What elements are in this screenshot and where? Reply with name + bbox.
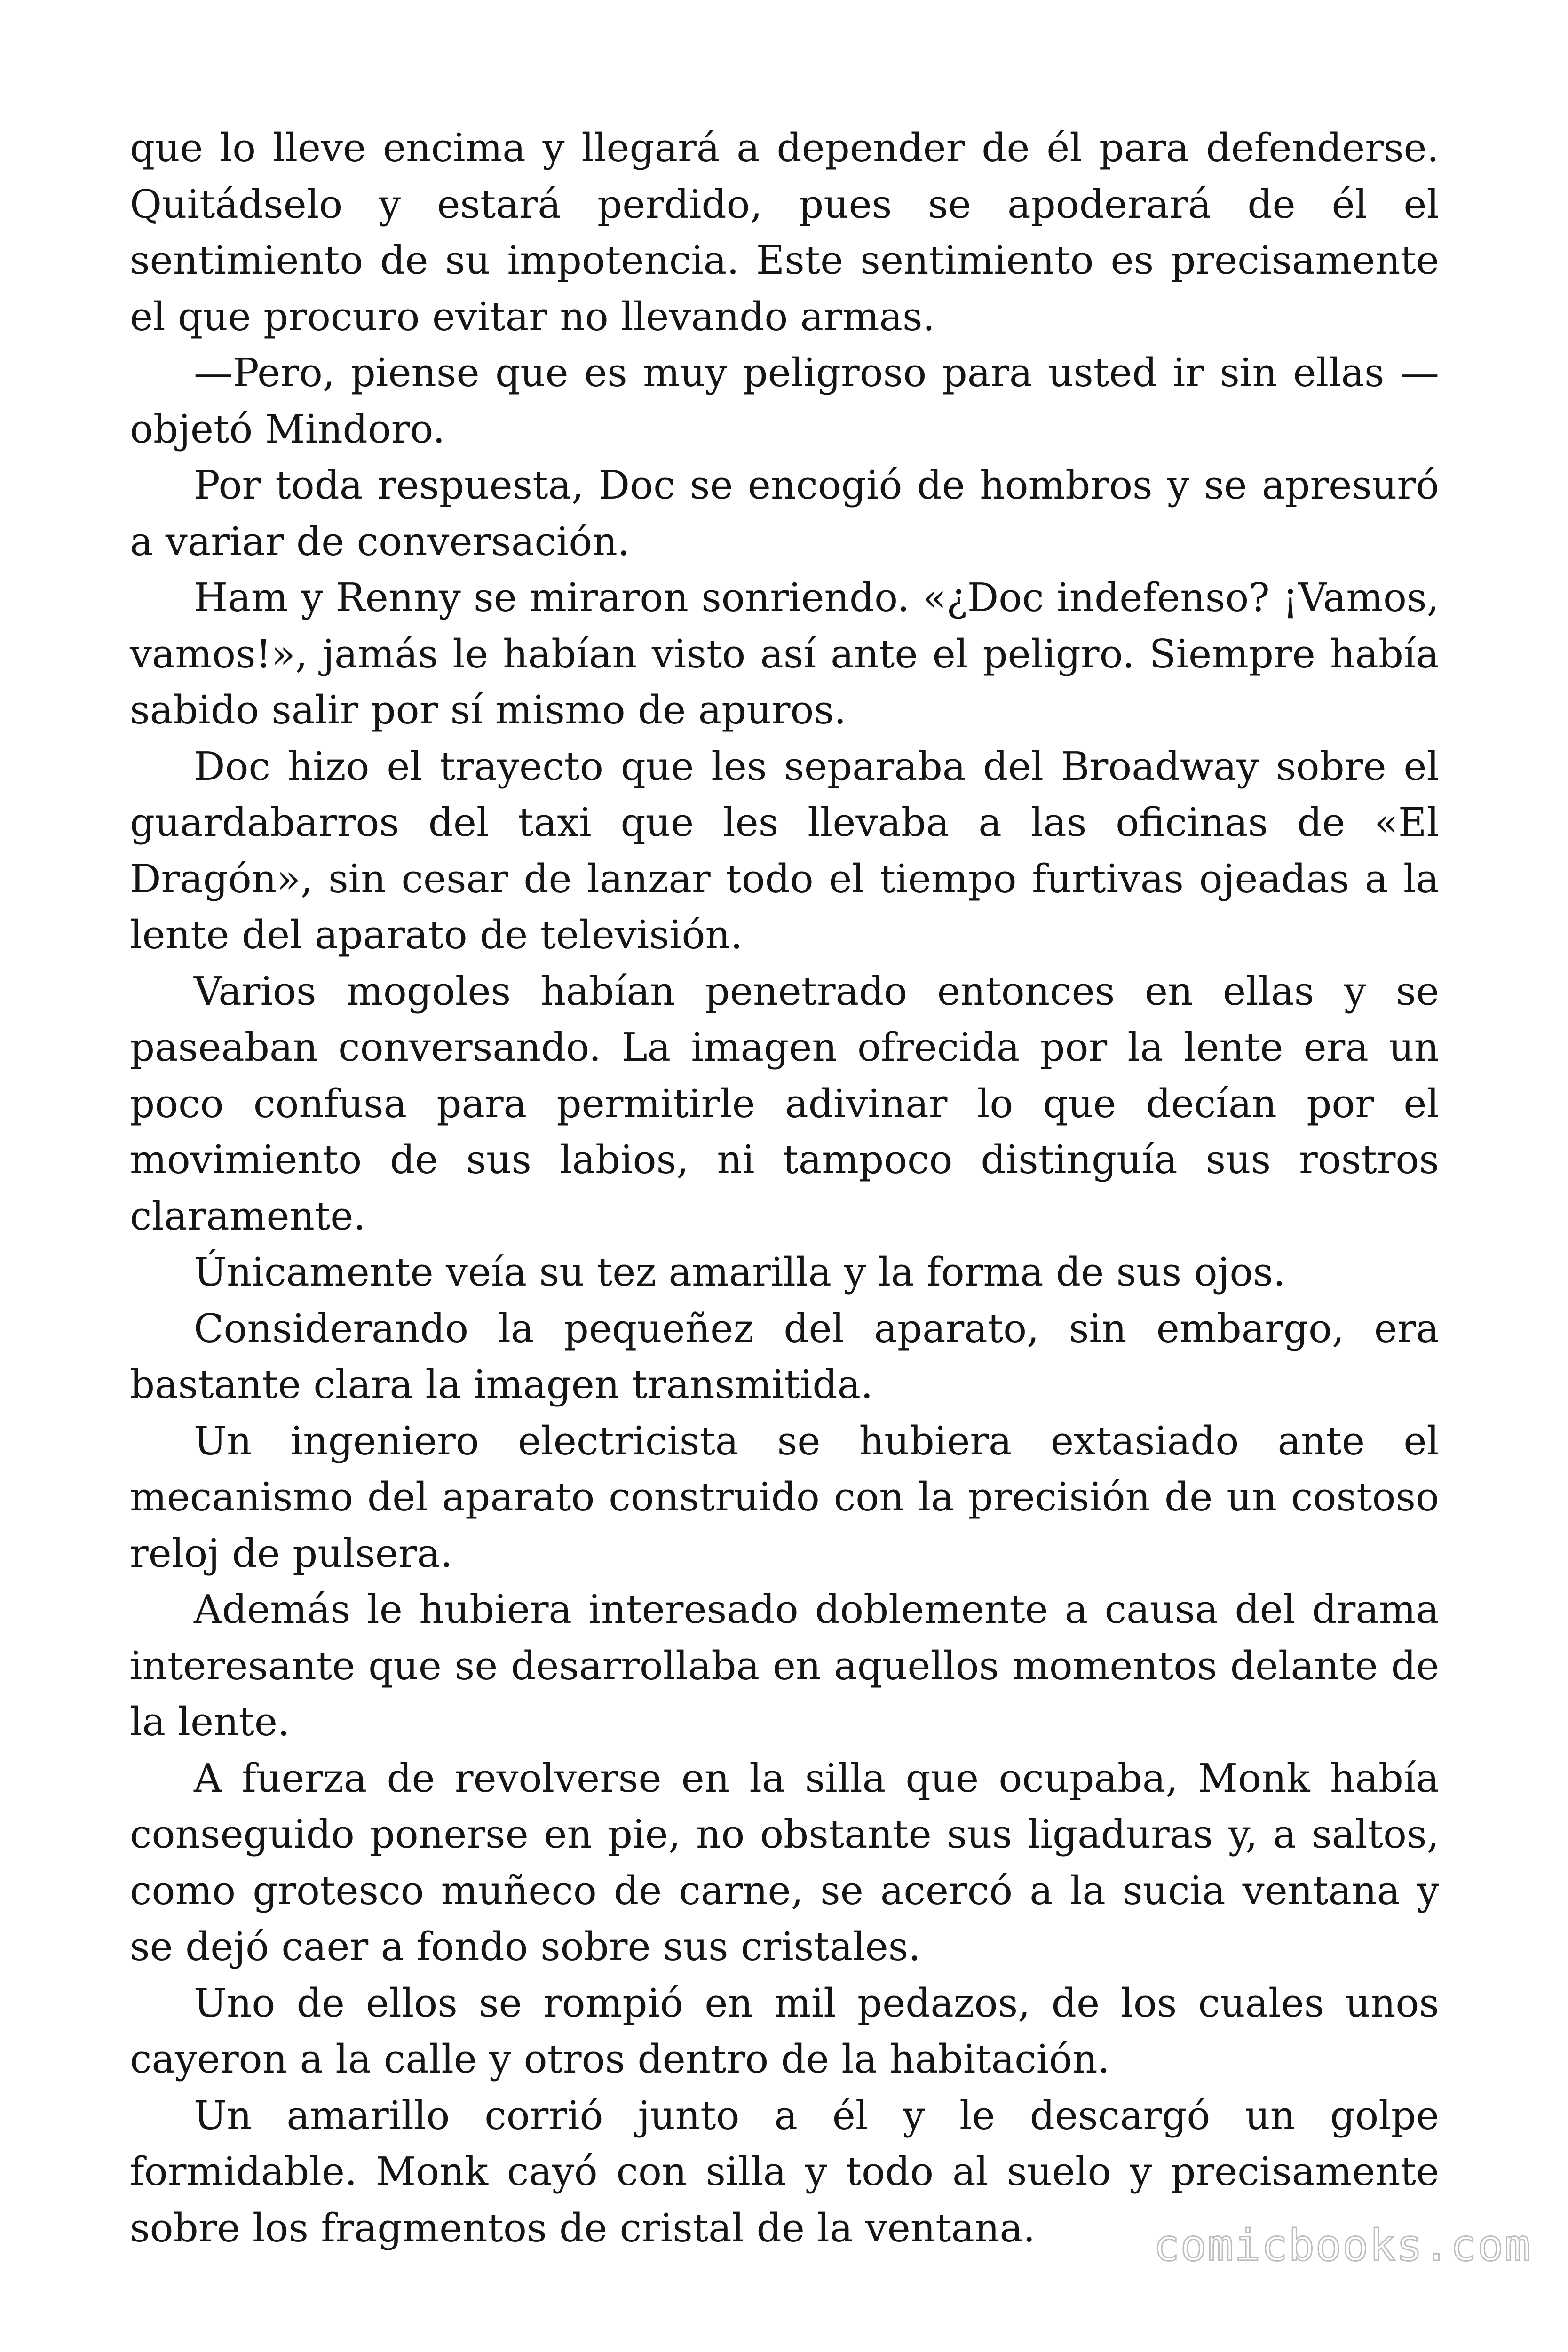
paragraph: Un ingeniero electricista se hubiera extasiado ante el mecanismo del aparato construido con la precisión de un costoso reloj de pulsera. [130, 1418, 1439, 1576]
paragraph-continuation: que lo lleve encima y llegará a depender de él para defenderse. Quitádselo y estará perdido, pues se apoderará de él el sentimiento de su impotencia. Este sentimiento es precisamente el que procuro evitar no llevando armas. [130, 125, 1439, 340]
paragraph: Un amarillo corrió junto a él y le descargó un golpe formidable. Monk cayó con silla y todo al suelo y precisamente sobre los fragmentos de cristal de la ventana. [130, 2092, 1439, 2251]
body-text [130, 120, 1439, 2256]
paragraph: Ham y Renny se miraron sonriendo. «¿Doc indefenso? ¡Vamos, vamos!», jamás le habían visto así ante el peligro. Siempre había sabido salir por sí mismo de apuros. [130, 575, 1439, 733]
paragraph: Uno de ellos se rompió en mil pedazos, de los cuales unos cayeron a la calle y otros dentro de la habitación. [130, 1980, 1439, 2082]
paragraph: Únicamente veía su tez amarilla y la forma de sus ojos. [194, 1249, 1286, 1295]
paragraph: Varios mogoles habían penetrado entonces en ellas y se paseaban conversando. La imagen ofrecida por la lente era un poco confusa para permitirle adivinar lo que decían por el movimiento de sus labios, ni tampoco distinguía sus rostros claramente. [130, 968, 1439, 1239]
paragraph: Por toda respuesta, Doc se encogió de hombros y se apresuró a variar de conversación. [130, 462, 1439, 564]
paragraph: —Pero, piense que es muy peligroso para usted ir sin ellas — objetó Mindoro. [130, 350, 1439, 452]
watermark-logo: comicbooks.com [1153, 2220, 1531, 2271]
paragraph: Considerando la pequeñez del aparato, sin embargo, era bastante clara la imagen transmitida. [130, 1305, 1439, 1407]
paragraph: Doc hizo el trayecto que les separaba del Broadway sobre el guardabarros del taxi que les llevaba a las oficinas de «El Dragón», sin cesar de lanzar todo el tiempo furtivas ojeadas a la lente del aparato de televisión. [130, 743, 1439, 958]
paragraph: Además le hubiera interesado doblemente a causa del drama interesante que se desarrollaba en aquellos momentos delante de la lente. [130, 1587, 1439, 1745]
paragraph: A fuerza de revolverse en la silla que ocupaba, Monk había conseguido ponerse en pie, no obstante sus ligaduras y, a saltos, como grotesco muñeco de carne, se acercó a la sucia ventana y se dejó caer a fondo sobre sus cristales. [130, 1755, 1439, 1970]
